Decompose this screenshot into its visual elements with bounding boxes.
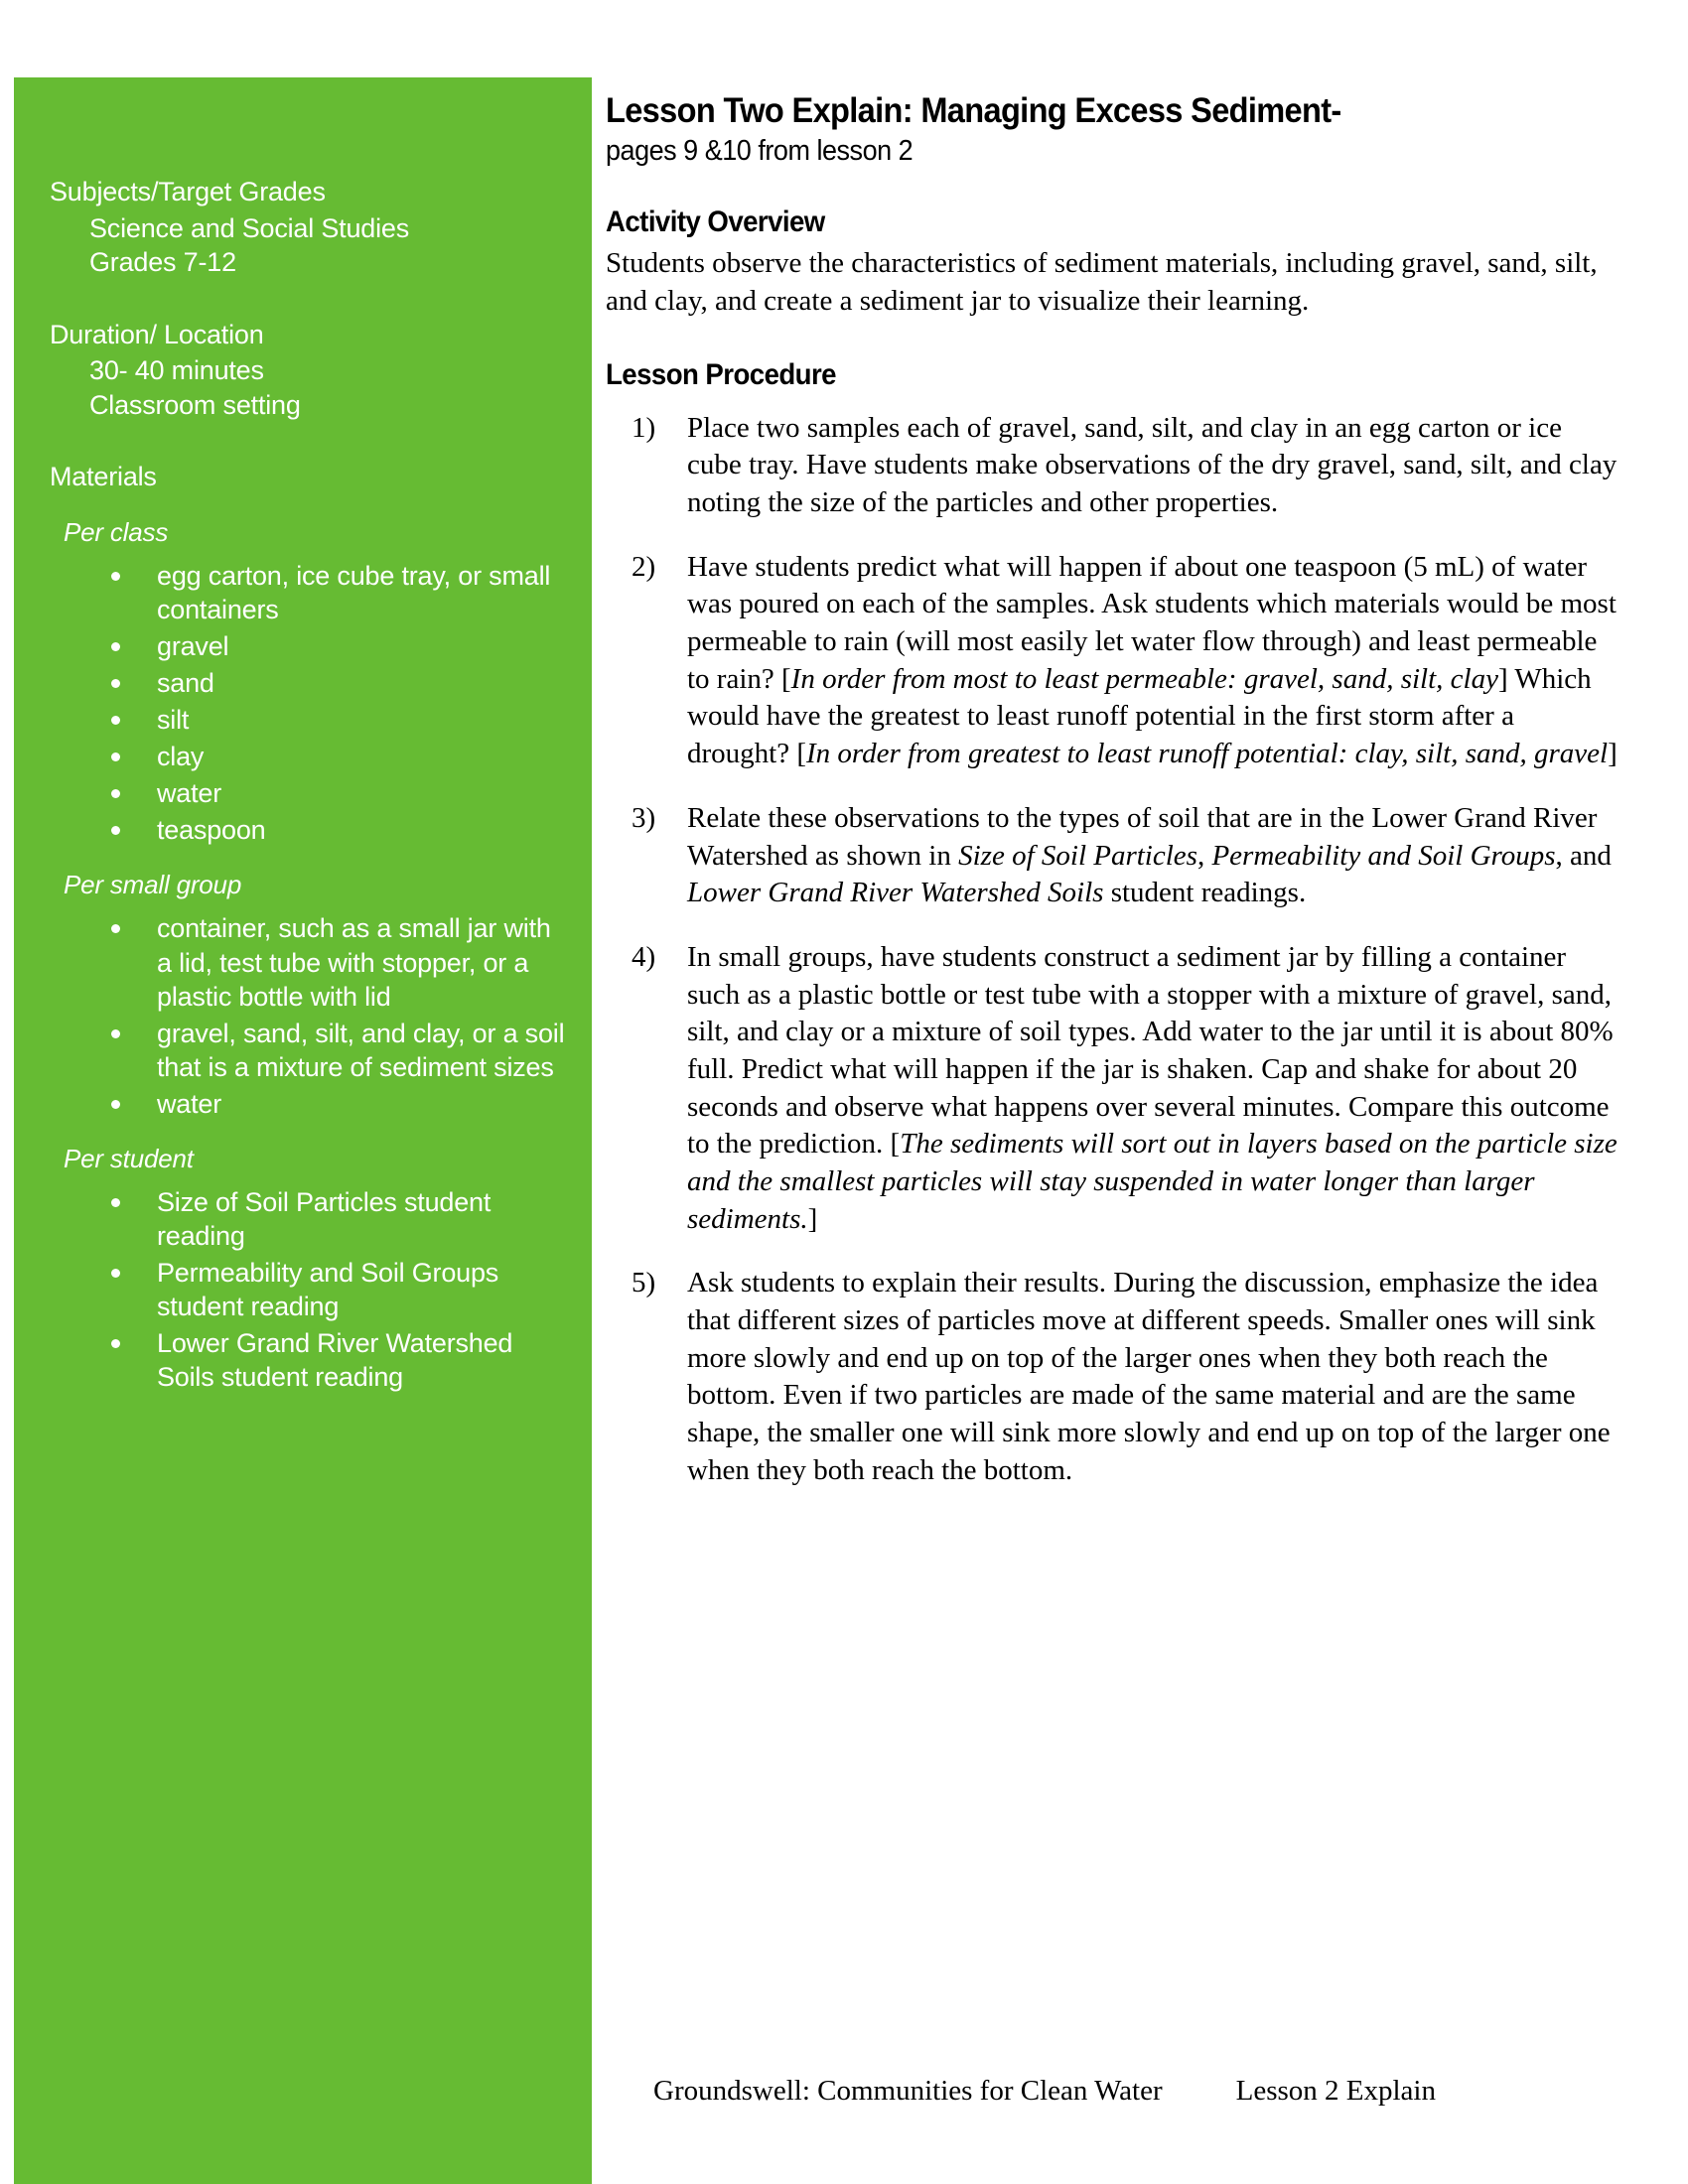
subjects-line-2: Grades 7-12	[89, 247, 236, 278]
list-item-label: Size of Soil Particles student reading	[157, 1186, 492, 1251]
procedure-step-emphasis: The sediments will sort out in layers based on the particle size and the smallest particles will stay suspended in water longer than larger sediments.	[687, 1128, 1618, 1235]
procedure-step-list	[606, 410, 1618, 1490]
page-title: Lesson Two Explain: Managing Excess Sediment-	[606, 91, 1341, 130]
materials-list-per-student	[50, 1185, 566, 1394]
spacer	[50, 298, 566, 318]
materials-group-label-per-student: Per student	[64, 1143, 194, 1173]
procedure-step-text: student readings.	[1103, 877, 1307, 909]
procedure-step-emphasis: In order from most to least permeable: gravel, sand, silt, clay	[790, 662, 1498, 695]
list-item	[111, 1087, 566, 1121]
lesson-procedure-heading: Lesson Procedure	[606, 357, 836, 391]
procedure-step	[632, 410, 1618, 522]
list-item-label: Lower Grand River Watershed Soils student reading	[157, 1327, 513, 1392]
bullet-icon	[111, 1198, 120, 1207]
procedure-step-emphasis: In order from greatest to least runoff potential: clay, silt, sand, gravel	[806, 738, 1609, 770]
footer-lesson-label: Lesson 2 Explain	[1235, 2075, 1436, 2107]
procedure-step-emphasis: Permeability and Soil Groups	[1211, 839, 1556, 872]
list-item-label: gravel, sand, silt, and clay, or a soil that is a mixture of sediment sizes	[157, 1018, 565, 1082]
procedure-step-text: Relate these observations to the types of soil that are in the Lower Grand River Watershed as shown in	[687, 801, 1598, 872]
list-item-label: container, such as a small jar with a lid, test tube with stopper, or a plastic bottle with lid	[157, 913, 551, 1012]
bullet-icon	[111, 679, 120, 688]
list-item-label: clay	[157, 742, 205, 772]
bullet-icon	[111, 716, 120, 725]
procedure-step-text: Ask students to explain their results. During the discussion, emphasize the idea that different sizes of particles move at different speeds. Smaller ones will sink more slowly and end up on top of the larger ones when they both reach the bottom. Even if two particles are made of the same material and are the same shape, the smaller one will sink more slowly and end up on top of the larger one when they both reach the bottom.	[687, 1267, 1611, 1486]
procedure-step-emphasis: Lower Grand River Watershed Soils	[687, 877, 1104, 909]
list-item-label: egg carton, ice cube tray, or small containers	[157, 561, 551, 625]
list-item-label: water	[157, 1088, 222, 1119]
list-item	[111, 1256, 566, 1323]
procedure-step-emphasis: Size of Soil Particles	[958, 839, 1197, 872]
procedure-step-text: ] Which would have the greatest to least runoff potential in the first storm after a drought? [	[687, 662, 1592, 770]
spacer	[50, 440, 566, 460]
duration-line-1: 30- 40 minutes	[89, 355, 264, 386]
bullet-icon	[111, 752, 120, 761]
materials-list-per-small-group	[50, 911, 566, 1120]
bullet-icon	[111, 1029, 120, 1038]
activity-overview-heading: Activity Overview	[606, 205, 825, 239]
list-item-label: water	[157, 778, 222, 809]
procedure-step	[632, 939, 1618, 1239]
procedure-step-text: , and	[1555, 839, 1612, 872]
materials-group-label-per-class: Per class	[64, 516, 169, 547]
procedure-step	[632, 800, 1618, 912]
bullet-icon	[111, 1269, 120, 1278]
list-item	[111, 813, 566, 847]
sidebar-section-materials	[50, 460, 566, 1394]
list-item	[111, 911, 566, 1013]
subjects-heading: Subjects/Target Grades	[50, 177, 326, 206]
bullet-icon	[111, 642, 120, 651]
procedure-step-text: ]	[807, 1202, 818, 1235]
list-item	[111, 1185, 566, 1253]
sidebar-section-duration	[50, 318, 566, 423]
bullet-icon	[111, 826, 120, 835]
procedure-step-text: ]	[1608, 738, 1618, 770]
list-item-label: Permeability and Soil Groups student reading	[157, 1257, 499, 1321]
list-item	[111, 666, 566, 700]
sidebar-section-subjects	[50, 175, 566, 280]
list-item-label: sand	[157, 668, 214, 699]
materials-heading: Materials	[50, 462, 157, 492]
sidebar-content	[14, 77, 592, 1394]
procedure-step	[632, 549, 1618, 773]
list-item	[111, 1326, 566, 1394]
list-item	[111, 1017, 566, 1084]
procedure-step	[632, 1265, 1618, 1489]
lesson-content	[606, 0, 1618, 2184]
materials-list-per-class	[50, 559, 566, 847]
list-item-label: gravel	[157, 631, 229, 662]
list-item	[111, 703, 566, 737]
list-item	[111, 559, 566, 626]
bullet-icon	[111, 1339, 120, 1348]
footer-program-name: Groundswell: Communities for Clean Water	[653, 2075, 1163, 2107]
bullet-icon	[111, 789, 120, 798]
bullet-icon	[111, 1100, 120, 1109]
bullet-icon	[111, 924, 120, 933]
list-item	[111, 776, 566, 810]
list-item-label: teaspoon	[157, 815, 266, 846]
list-item	[111, 740, 566, 773]
duration-line-2: Classroom setting	[89, 389, 301, 420]
duration-heading: Duration/ Location	[50, 319, 264, 349]
subjects-line-1: Science and Social Studies	[89, 212, 410, 243]
page-subtitle: pages 9 &10 from lesson 2	[606, 135, 914, 168]
list-item	[111, 629, 566, 663]
bullet-icon	[111, 572, 120, 581]
page-footer	[653, 2075, 1607, 2108]
materials-group-label-per-small-group: Per small group	[64, 870, 242, 900]
list-item-label: silt	[157, 705, 190, 736]
activity-overview-text: Students observe the characteristics of sediment materials, including gravel, sand, silt, and clay, and create a sediment jar to visualize their learning.	[606, 247, 1598, 317]
info-sidebar	[14, 77, 592, 2184]
procedure-step-text: In small groups, have students construct a sediment jar by filling a container such as a plastic bottle or test tube with a stopper with a mixture of gravel, sand, silt, and clay or a mixture of soil types. Add water to the jar until it is about 80% full. Predict what will happen if the jar is shaken. Cap and shake for about 20 seconds and observe what happens over several minutes. Compare this outcome to the prediction. [	[687, 940, 1614, 1160]
procedure-step-text: Have students predict what will happen if about one teaspoon (5 mL) of water was poured on each of the samples. Ask students which materials would be most permeable to rain (will most easily let water flow through) and least permeable to rain? [	[687, 550, 1617, 695]
procedure-step-text: ,	[1196, 839, 1212, 872]
procedure-step-text: Place two samples each of gravel, sand, silt, and clay in an egg carton or ice cube tray. Have students make observations of the dry gravel, sand, silt, and clay noting the size of the particles and other properties.	[687, 411, 1618, 518]
